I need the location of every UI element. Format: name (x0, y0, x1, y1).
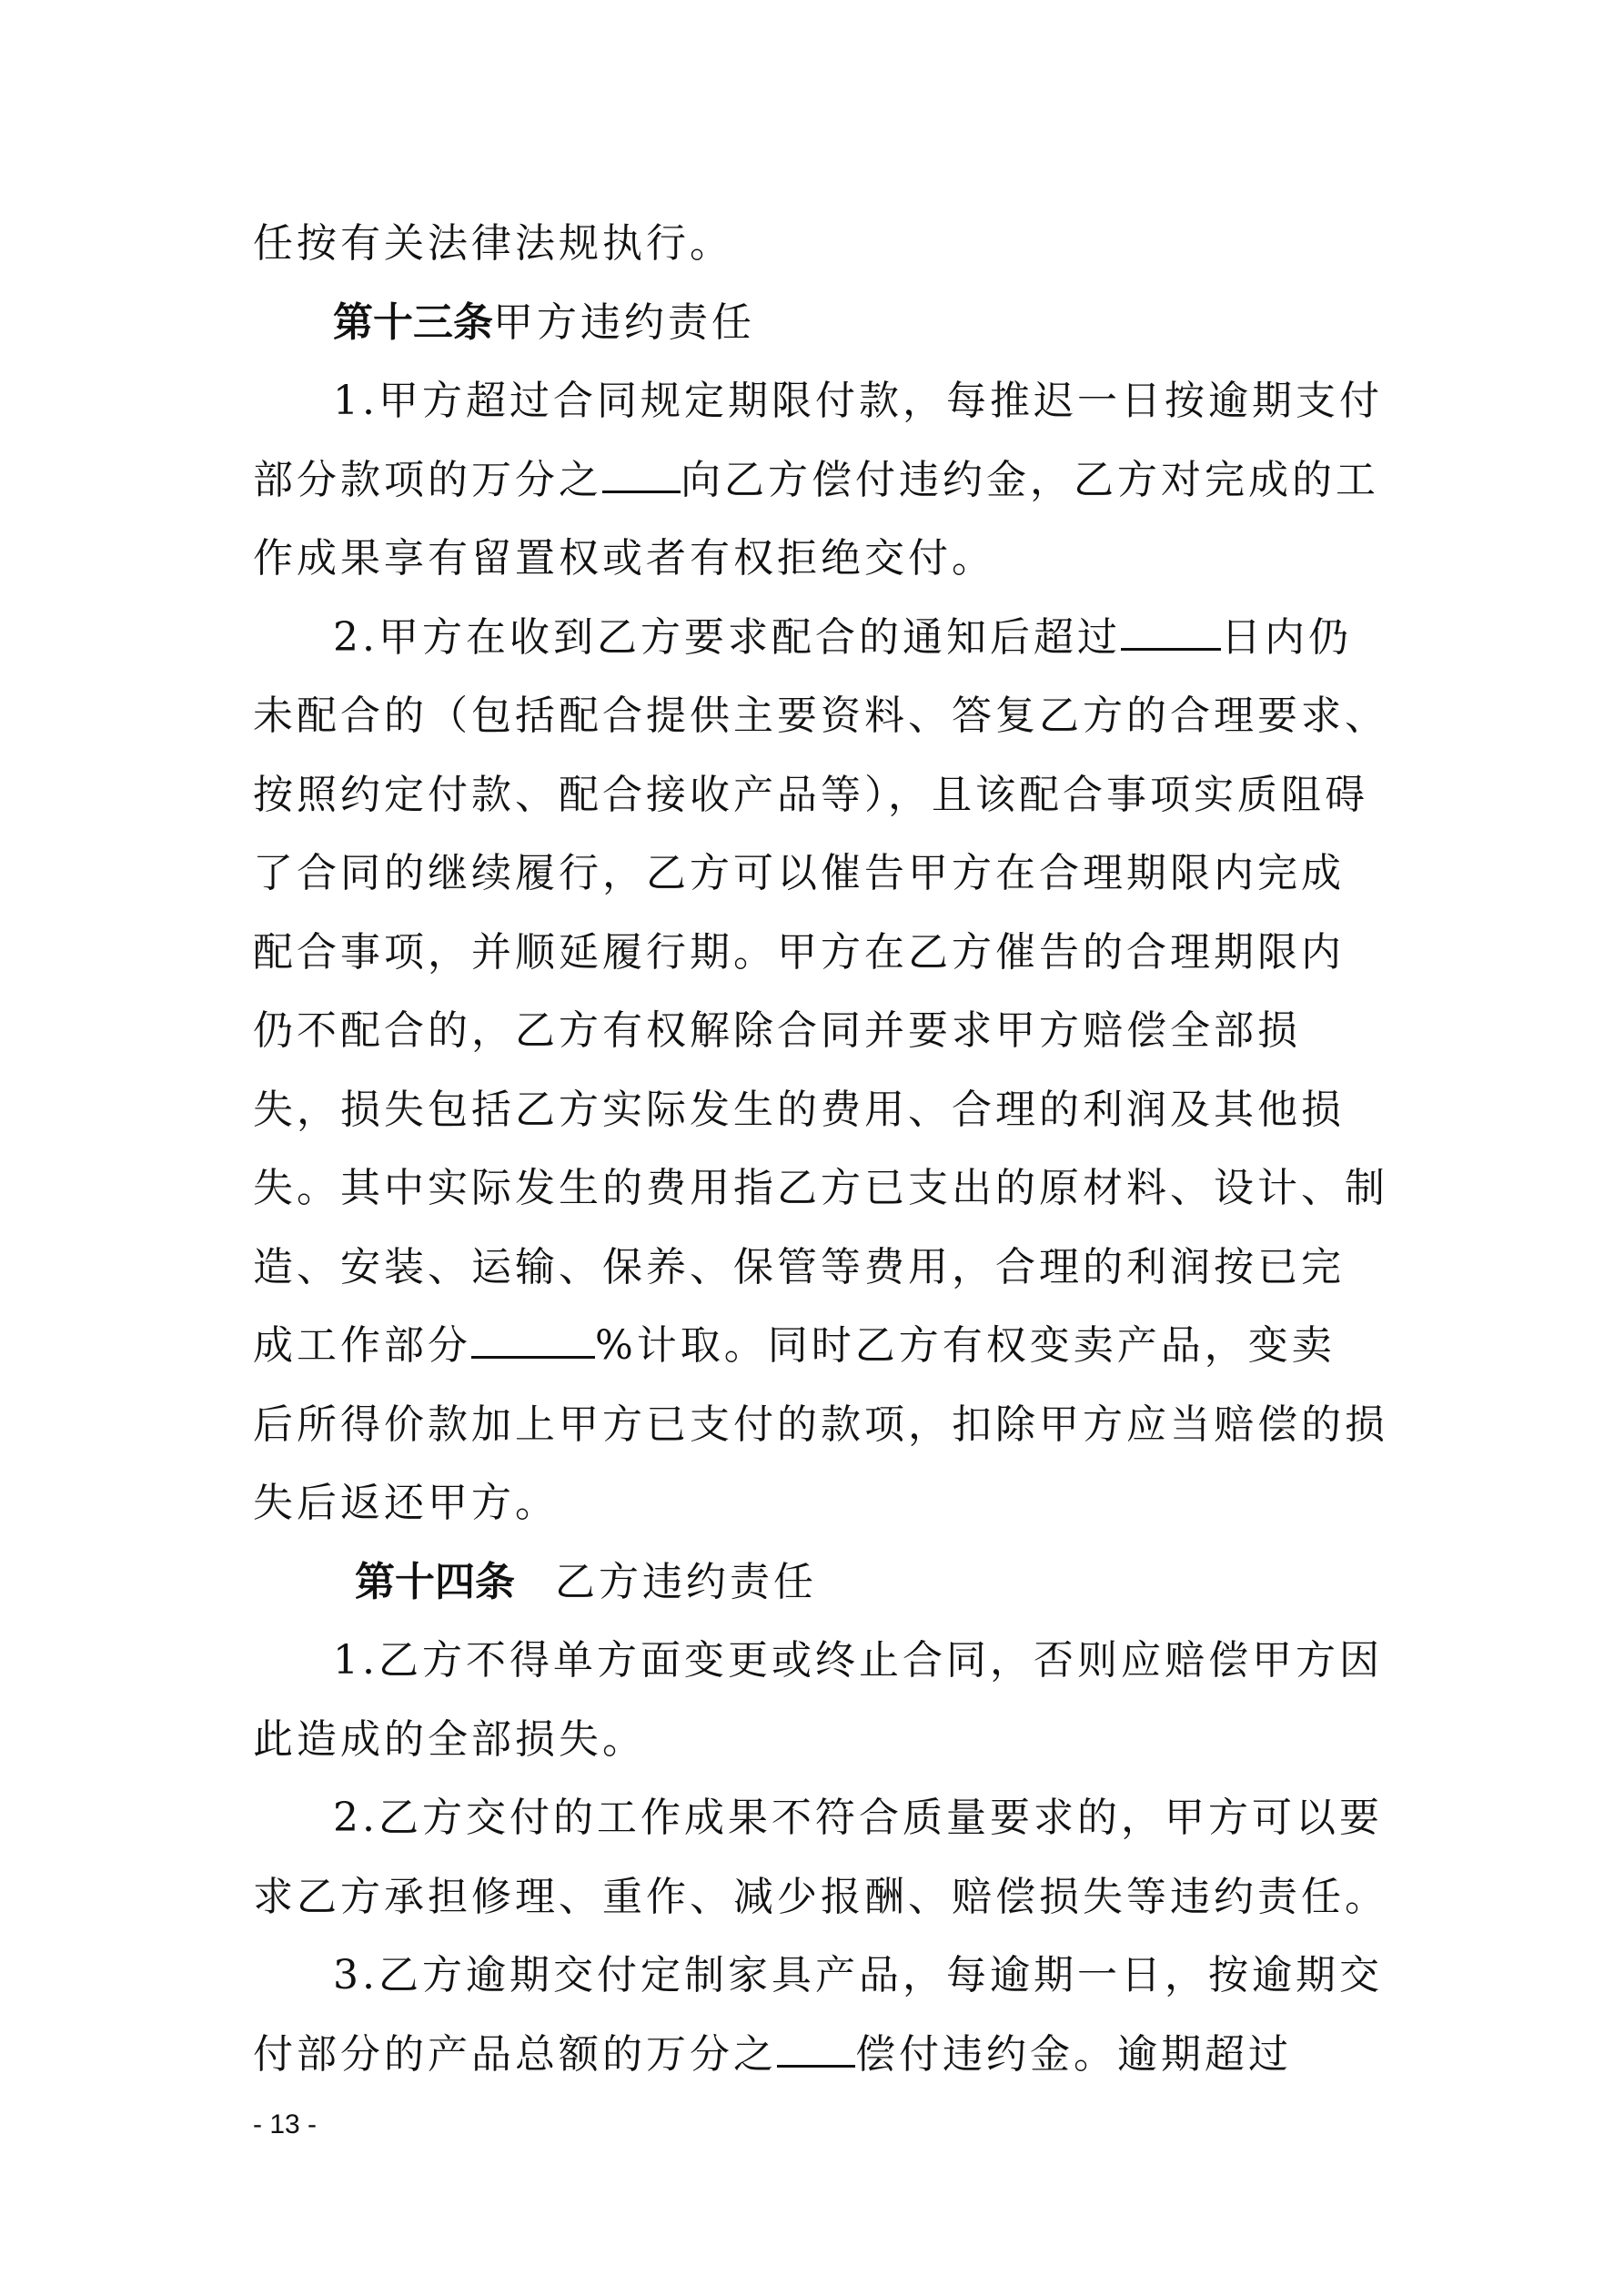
text-line (253, 599, 1381, 678)
article-number: 第十四条 (355, 1558, 515, 1605)
text-line (253, 520, 1381, 599)
text-line (253, 205, 1381, 284)
fill-in-blank[interactable] (602, 454, 681, 493)
text-line (253, 1464, 1381, 1543)
text-span: 任按有关法律法规执行。 (253, 220, 733, 267)
text-span: 2.甲方在收到乙方要求配合的通知后超过 (333, 613, 1121, 661)
article-13-heading (253, 284, 1381, 363)
text-span: 失后返还甲方。 (253, 1480, 559, 1526)
article-title: 乙方违约责任 (555, 1558, 817, 1605)
fill-in-blank[interactable] (471, 1320, 595, 1359)
text-line (253, 992, 1381, 1071)
text-line (253, 1701, 1381, 1780)
text-line (253, 914, 1381, 993)
text-span: 后所得价款加上甲方已支付的款项，扣除甲方应当赔偿的损 (253, 1401, 1388, 1448)
text-span: 了合同的继续履行，乙方可以催告甲方在合理期限内完成 (253, 850, 1345, 896)
text-span: 未配合的（包括配合提供主要资料、答复乙方的合理要求、 (253, 693, 1388, 739)
text-line (253, 1937, 1381, 2016)
text-line (253, 2016, 1381, 2095)
text-span: 日内仍 (1220, 613, 1352, 661)
text-span: 付部分的产品总额的万分之 (253, 2030, 777, 2078)
article-title: 甲方违约责任 (493, 298, 755, 346)
text-span: 部分款项的万分之 (253, 456, 602, 503)
text-span: %计取。同时乙方有权变卖产品，变卖 (595, 1322, 1336, 1369)
text-span: 成工作部分 (253, 1322, 471, 1369)
text-line (253, 1622, 1381, 1701)
text-span: 造、安装、运输、保养、保管等费用，合理的利润按已完 (253, 1243, 1345, 1290)
text-line (253, 1779, 1381, 1858)
text-line (253, 362, 1381, 441)
text-span: 失，损失包括乙方实际发生的费用、合理的利润及其他损 (253, 1086, 1345, 1133)
text-line (253, 1149, 1388, 1229)
text-line (253, 677, 1388, 756)
text-span: 3.乙方逾期交付定制家具产品，每逾期一日，按逾期交 (333, 1952, 1383, 1998)
text-span: 失。其中实际发生的费用指乙方已支出的原材料、设计、制 (253, 1165, 1388, 1211)
text-span: 此造成的全部损失。 (253, 1715, 646, 1763)
text-line (253, 1858, 1388, 1937)
text-span: 向乙方偿付违约金，乙方对完成的工 (681, 456, 1379, 503)
text-line (253, 1386, 1388, 1465)
fill-in-blank[interactable] (1121, 612, 1221, 651)
text-span: 配合事项，并顺延履行期。甲方在乙方催告的合理期限内 (253, 928, 1345, 976)
contract-body (253, 205, 1388, 2094)
text-line (253, 1229, 1381, 1308)
article-14-heading (253, 1543, 1381, 1623)
text-span: 作成果享有留置权或者有权拒绝交付。 (253, 535, 995, 582)
text-line (253, 1307, 1381, 1386)
text-line (253, 1071, 1381, 1150)
text-span: 求乙方承担修理、重作、减少报酬、赔偿损失等违约责任。 (253, 1873, 1388, 1920)
text-span: 按照约定付款、配合接收产品等），且该配合事项实质阻碍 (253, 771, 1368, 818)
text-line (253, 756, 1381, 835)
text-line (253, 834, 1381, 914)
text-span: 2.乙方交付的工作成果不符合质量要求的，甲方可以要 (333, 1795, 1383, 1841)
text-span: 1.乙方不得单方面变更或终止合同，否则应赔偿甲方因 (333, 1637, 1383, 1684)
text-line (253, 441, 1381, 521)
fill-in-blank[interactable] (777, 2028, 855, 2068)
text-span: 仍不配合的，乙方有权解除合同并要求甲方赔偿全部损 (253, 1007, 1301, 1054)
text-span: 1.甲方超过合同规定期限付款，每推迟一日按逾期支付 (333, 378, 1383, 424)
page-number: - 13 - (253, 2109, 318, 2139)
text-span: 偿付违约金。逾期超过 (855, 2030, 1292, 2078)
article-number: 第十三条 (333, 298, 493, 346)
